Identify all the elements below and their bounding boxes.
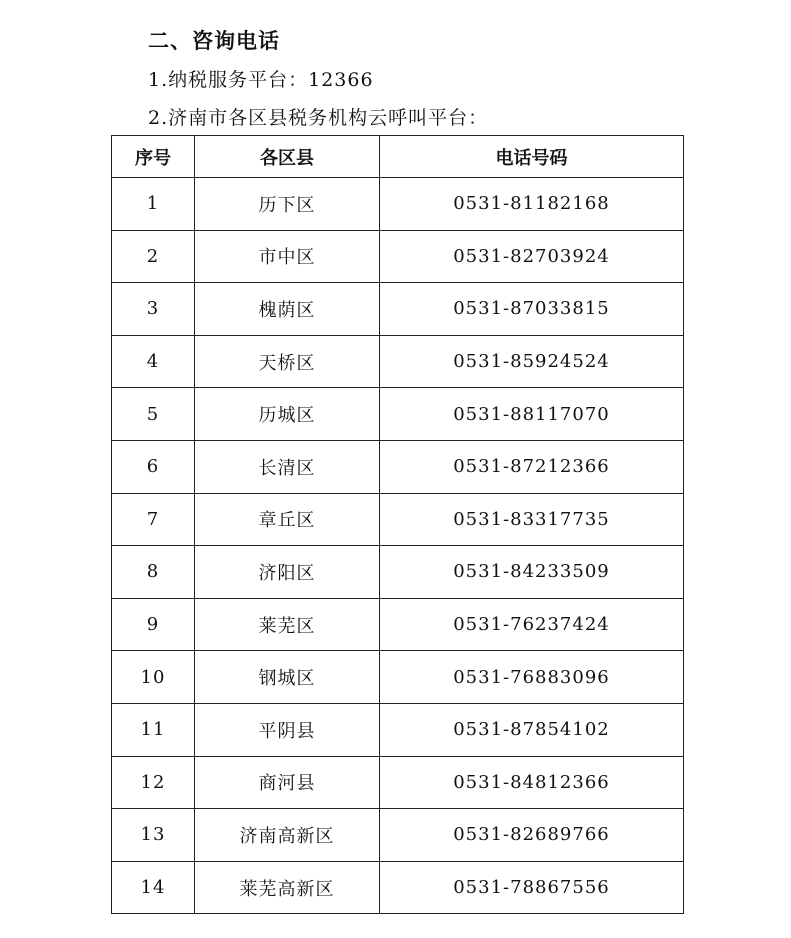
row-district: 济阳区 — [195, 546, 380, 599]
row-index: 10 — [112, 651, 195, 704]
row-phone: 0531-88117070 — [380, 388, 684, 441]
row-index: 3 — [112, 283, 195, 336]
row-district: 天桥区 — [195, 335, 380, 388]
table-row — [112, 546, 684, 599]
table-row — [112, 178, 684, 231]
row-phone: 0531-82703924 — [380, 230, 684, 283]
table-row — [112, 335, 684, 388]
row-phone: 0531-82689766 — [380, 809, 684, 862]
table-row — [112, 230, 684, 283]
row-phone: 0531-84812366 — [380, 756, 684, 809]
row-index: 7 — [112, 493, 195, 546]
row-district: 历城区 — [195, 388, 380, 441]
table-row — [112, 388, 684, 441]
row-district: 商河县 — [195, 756, 380, 809]
row-district: 钢城区 — [195, 651, 380, 704]
row-index: 14 — [112, 861, 195, 914]
row-phone: 0531-87033815 — [380, 283, 684, 336]
row-index: 13 — [112, 809, 195, 862]
row-index: 9 — [112, 598, 195, 651]
table-row — [112, 756, 684, 809]
row-index: 1 — [112, 178, 195, 231]
table-row — [112, 861, 684, 914]
tax-service-line: 1.纳税服务平台：12366 — [148, 69, 374, 91]
row-phone: 0531-81182168 — [380, 178, 684, 231]
header-phone: 电话号码 — [380, 136, 684, 178]
row-district: 历下区 — [195, 178, 380, 231]
table-row — [112, 598, 684, 651]
row-district: 章丘区 — [195, 493, 380, 546]
row-phone: 0531-85924524 — [380, 335, 684, 388]
row-district: 长清区 — [195, 440, 380, 493]
row-phone: 0531-87212366 — [380, 440, 684, 493]
section-heading: 二、咨询电话 — [148, 29, 280, 53]
row-district: 槐荫区 — [195, 283, 380, 336]
row-phone: 0531-76883096 — [380, 651, 684, 704]
row-phone: 0531-78867556 — [380, 861, 684, 914]
row-index: 4 — [112, 335, 195, 388]
table-row — [112, 651, 684, 704]
table-row — [112, 493, 684, 546]
row-index: 5 — [112, 388, 195, 441]
row-phone: 0531-83317735 — [380, 493, 684, 546]
table-row — [112, 283, 684, 336]
row-phone: 0531-87854102 — [380, 703, 684, 756]
district-phone-table — [111, 135, 684, 914]
row-district: 市中区 — [195, 230, 380, 283]
row-phone: 0531-76237424 — [380, 598, 684, 651]
table-row — [112, 809, 684, 862]
row-index: 12 — [112, 756, 195, 809]
cloud-call-platform-line: 2.济南市各区县税务机构云呼叫平台： — [148, 107, 489, 129]
row-index: 6 — [112, 440, 195, 493]
row-district: 莱芜区 — [195, 598, 380, 651]
row-district: 莱芜高新区 — [195, 861, 380, 914]
row-district: 平阴县 — [195, 703, 380, 756]
row-index: 8 — [112, 546, 195, 599]
header-index: 序号 — [112, 136, 195, 178]
row-phone: 0531-84233509 — [380, 546, 684, 599]
table-header-row — [112, 136, 684, 178]
row-district: 济南高新区 — [195, 809, 380, 862]
row-index: 2 — [112, 230, 195, 283]
row-index: 11 — [112, 703, 195, 756]
table-row — [112, 703, 684, 756]
table-row — [112, 440, 684, 493]
header-district: 各区县 — [195, 136, 380, 178]
